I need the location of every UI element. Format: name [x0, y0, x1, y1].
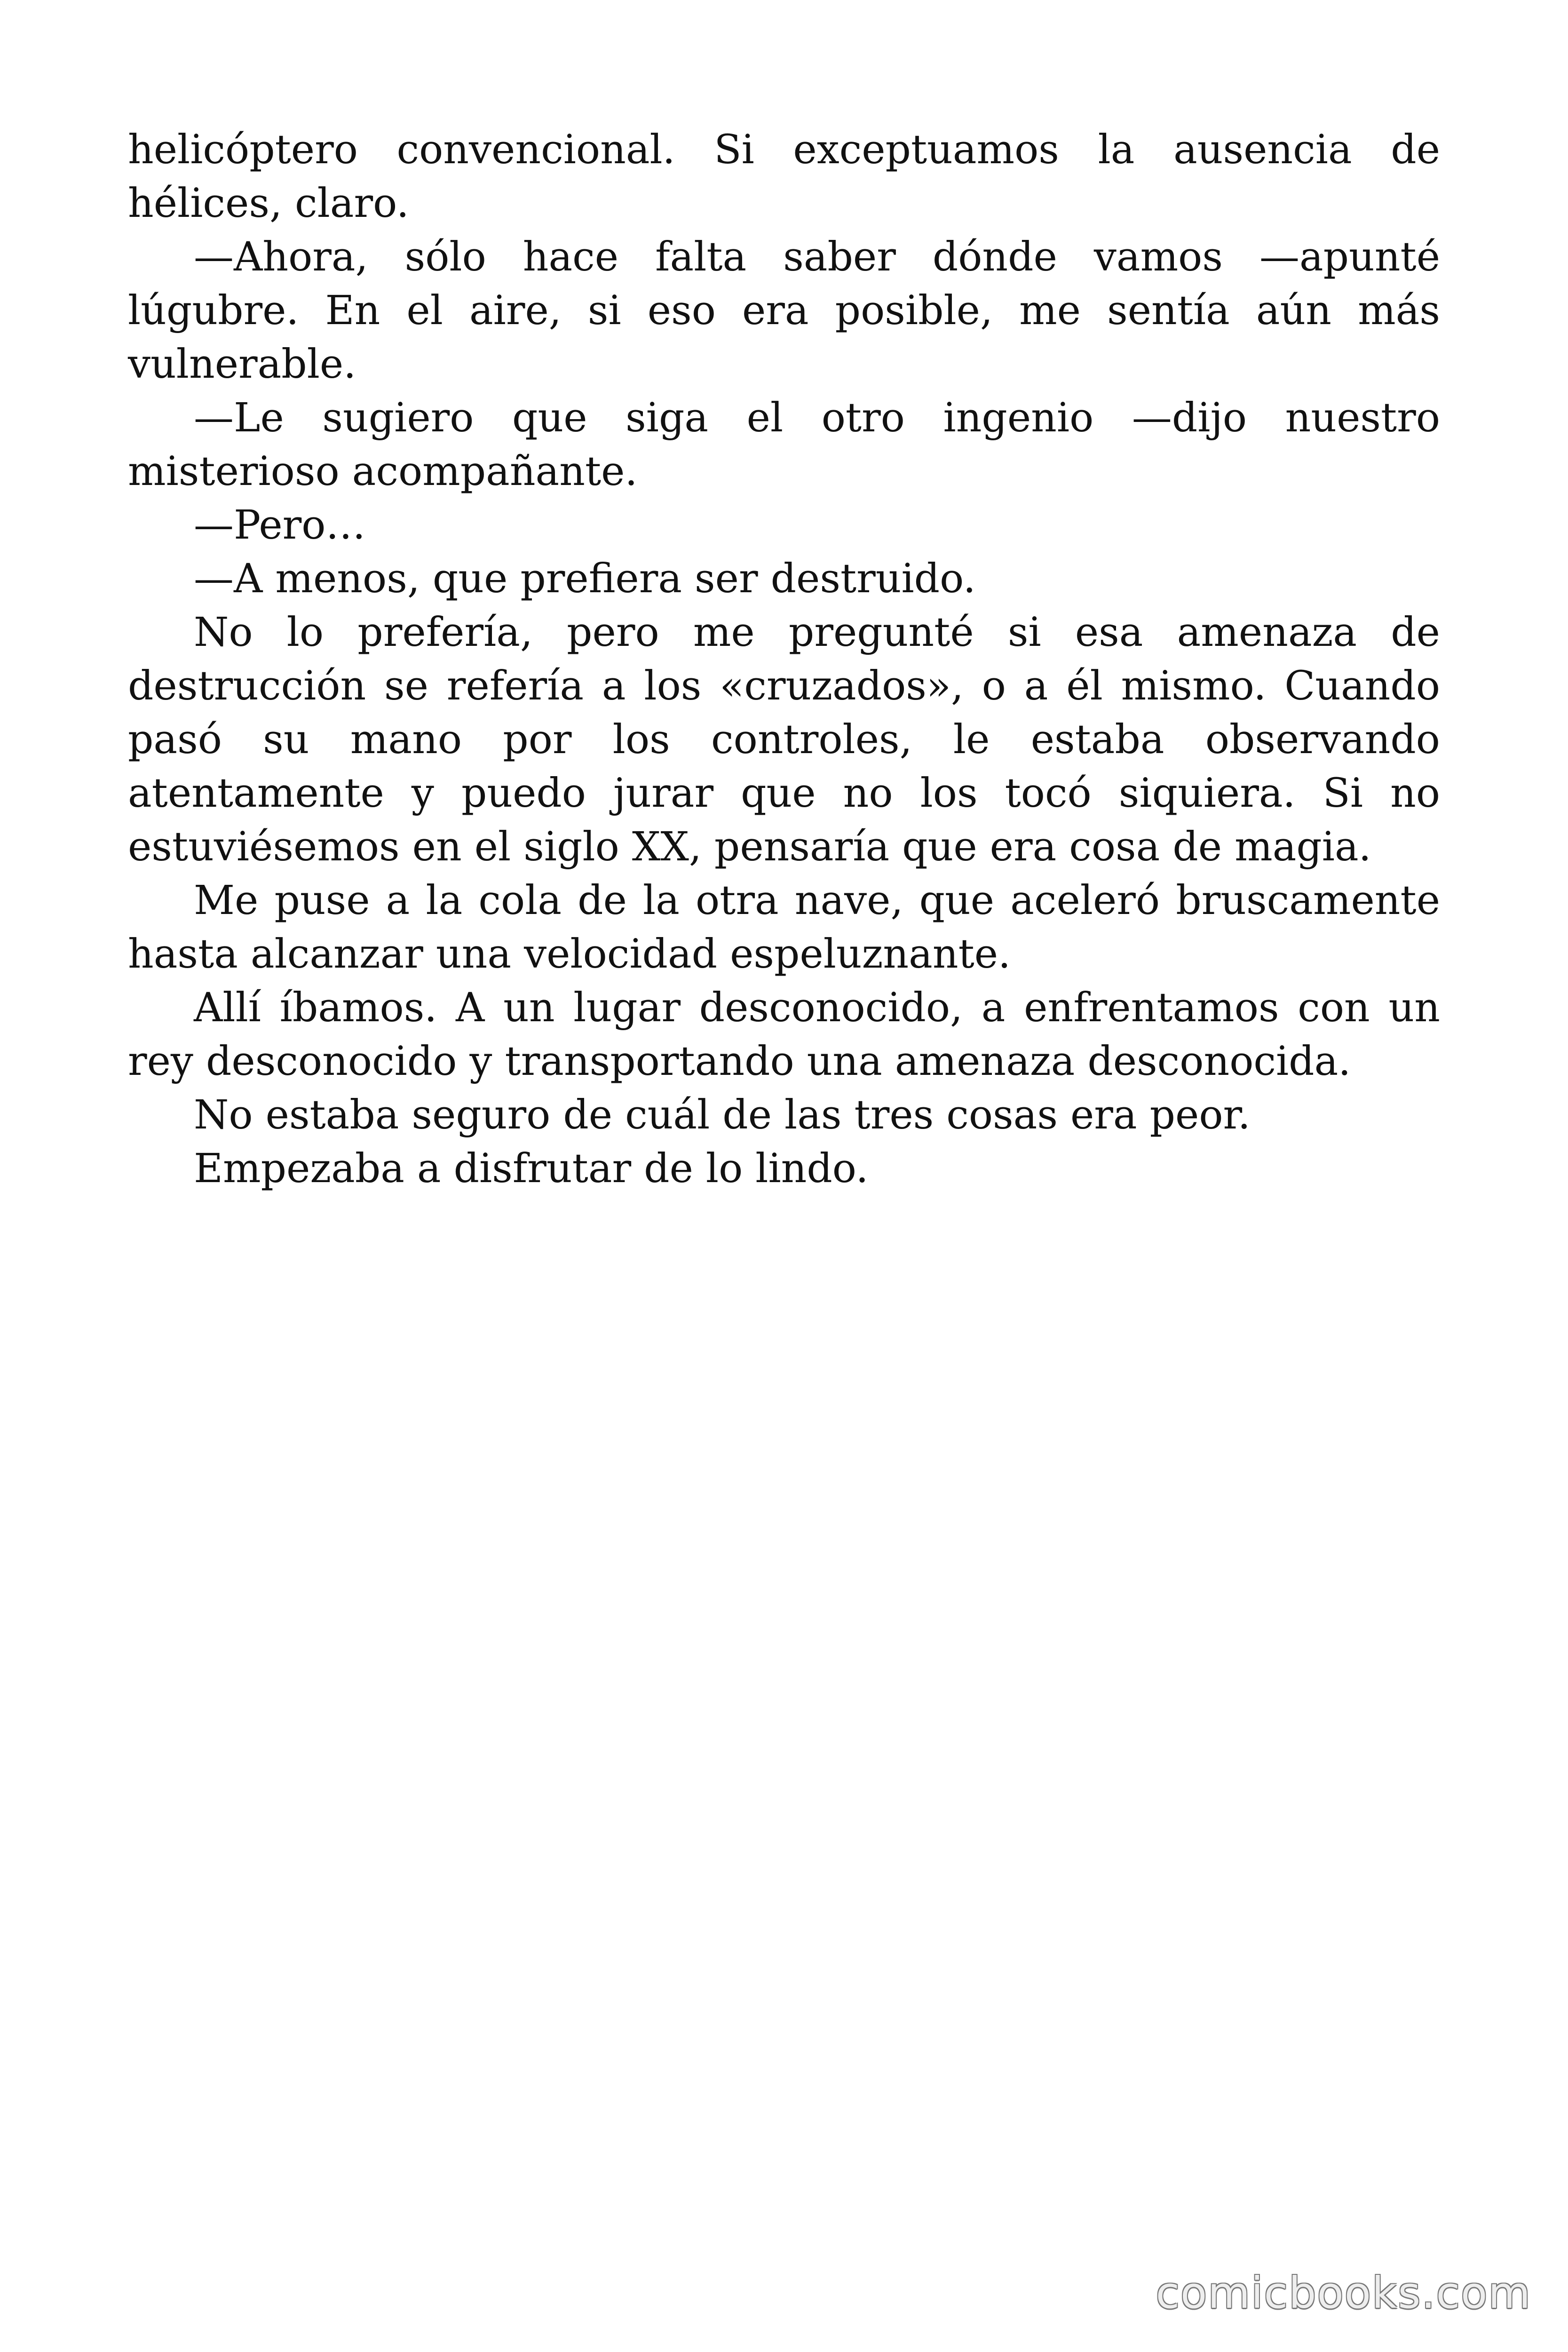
paragraph-8: Allí íbamos. A un lugar desconocido, a enfrentamos con un rey desconocido y transportando una amenaza desconocida.: [128, 985, 1440, 1085]
paragraph-3: —Le sugiero que siga el otro ingenio —dijo nuestro misterioso acompañante.: [128, 395, 1440, 495]
paragraph-7: Me puse a la cola de la otra nave, que aceleró bruscamente hasta alcanzar una velocidad espeluznante.: [128, 877, 1440, 977]
paragraph-5: —A menos, que prefiera ser destruido.: [194, 556, 976, 602]
paragraph-4: —Pero…: [194, 502, 366, 548]
paragraph-2: —Ahora, sólo hace falta saber dónde vamos —apunté lúgubre. En el aire, si eso era posible, me sentía aún más vulnerable.: [128, 234, 1440, 388]
watermark: comicbooks.com: [1156, 2268, 1531, 2318]
paragraph-6: No lo prefería, pero me pregunté si esa amenaza de destrucción se refería a los «cruzados», o a él mismo. Cuando pasó su mano por los controles, le estaba observando atentamente y puedo jurar que no los tocó siquiera. Si no estuviésemos en el siglo XX, pensaría que era cosa de magia.: [128, 609, 1440, 870]
paragraph-1: helicóptero convencional. Si exceptuamos la ausencia de hélices, claro.: [128, 127, 1440, 227]
book-page: [128, 123, 1440, 1196]
paragraph-10: Empezaba a disfrutar de lo lindo.: [194, 1145, 869, 1192]
paragraph-9: No estaba seguro de cuál de las tres cosas era peor.: [194, 1092, 1251, 1138]
